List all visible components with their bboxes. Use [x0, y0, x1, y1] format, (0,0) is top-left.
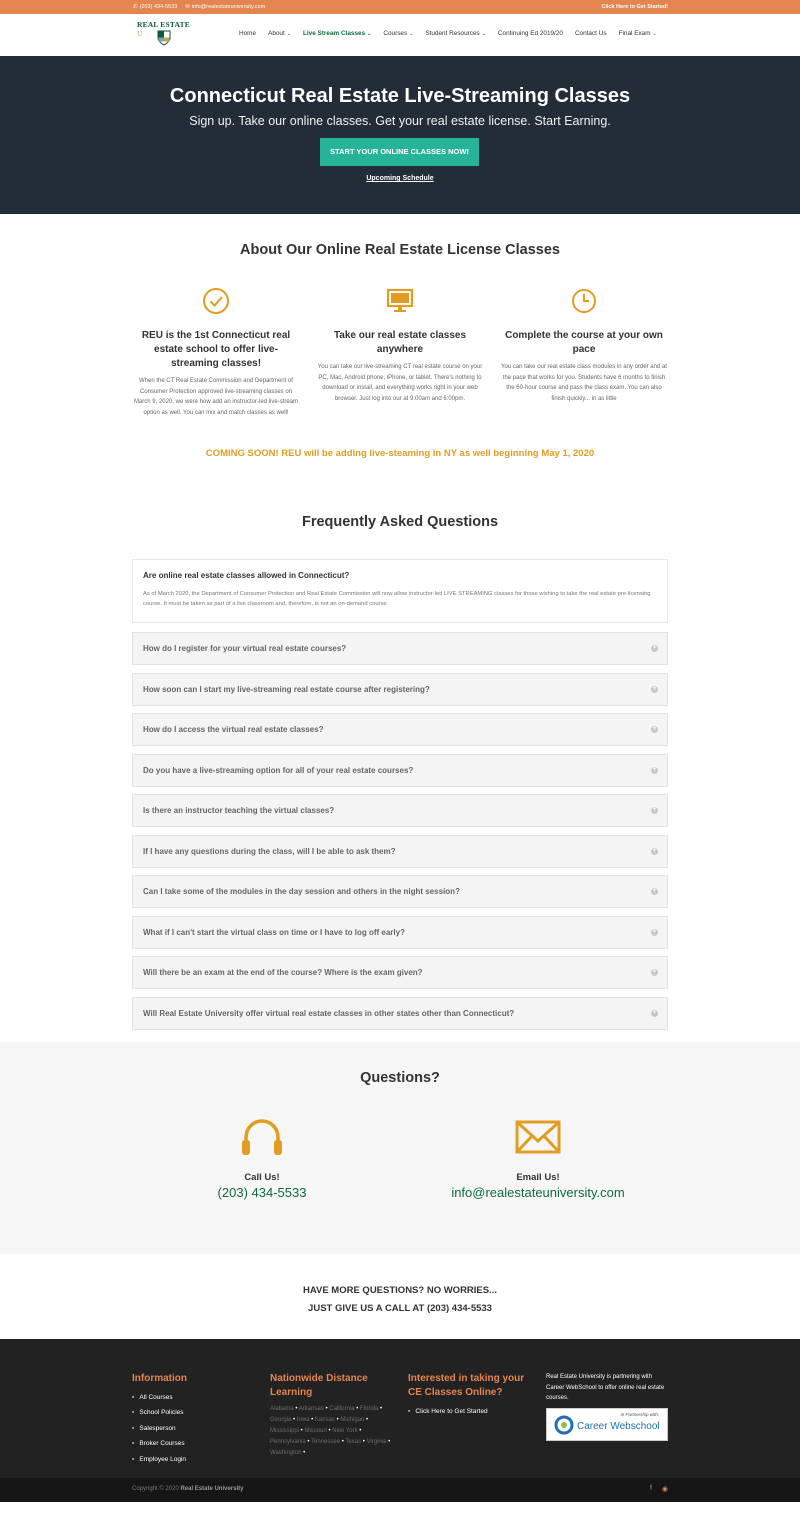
faq-item[interactable] [132, 835, 668, 868]
state-link[interactable]: Washington [270, 1450, 302, 1456]
partner-pre-text: In Partnership with: [620, 1411, 659, 1417]
monitor-icon [386, 287, 414, 315]
state-link[interactable]: Iowa [296, 1417, 310, 1423]
feature-text: You can take our live-streaming CT real estate course on your PC, Mac, Android phone, iPhone, or tablet. There's nothing to download or install, and everything works right in your web browser. Just log into our at 9:00am and 6:00pm. [317, 364, 483, 402]
expand-toggle-icon[interactable]: + [652, 1009, 657, 1016]
feature-live-streaming [132, 287, 300, 420]
site-header [0, 14, 800, 56]
faq-question: How do I register for your virtual real estate courses? [143, 644, 347, 653]
feature-text: When the CT Real Estate Commission and Department of Consumer Protection approved live-streaming classes on March 9, 2020, we were how add an instructor-led live-stream option as well. You can mix and match classes as well! [133, 378, 299, 416]
feature-anywhere [316, 287, 484, 406]
upcoming-schedule-link[interactable]: Upcoming Schedule [366, 175, 434, 182]
clock-icon [570, 287, 598, 315]
email-us-block [418, 1116, 658, 1200]
logo-text: REAL ESTATE U [137, 20, 190, 38]
copyright: Copyright © 2020 Real Estate University [132, 1486, 244, 1492]
social-links [650, 1485, 668, 1493]
faq-question: If I have any questions during the class, will I be able to ask them? [143, 846, 396, 856]
faq-question[interactable]: Are online real estate classes allowed in Connecticut? [143, 571, 350, 580]
chevron-down-icon: ⌄ [286, 31, 291, 37]
faq-item[interactable] [132, 632, 668, 665]
envelope-icon [515, 1116, 561, 1160]
expand-toggle-icon[interactable]: + [652, 807, 657, 813]
chevron-down-icon: ⌄ [481, 31, 486, 37]
faq-item[interactable] [132, 673, 668, 706]
state-link[interactable]: California [329, 1406, 355, 1412]
shield-logo-icon [157, 30, 171, 46]
footer-info-link[interactable]: ■ Broker Courses [132, 1436, 252, 1451]
main-nav [239, 30, 669, 37]
nav-item-label: Contact Us [574, 30, 607, 37]
chevron-down-icon: ⌄ [409, 31, 414, 37]
nav-item-about[interactable] [268, 30, 291, 37]
expand-toggle-icon[interactable]: + [652, 645, 657, 651]
state-link[interactable]: Alabama [270, 1406, 294, 1412]
rss-icon[interactable]: ◉ [661, 1486, 668, 1493]
faq-item[interactable] [132, 956, 668, 989]
footer-info-column [132, 1372, 252, 1467]
expand-toggle-icon[interactable]: + [652, 928, 657, 935]
faq-question: Will Real Estate University offer virtual real estate classes in other states other than Connecticut? [143, 1008, 515, 1018]
feature-heading: Complete the course at your own pace [505, 330, 663, 355]
email-us-address[interactable]: info@realestateuniversity.com [451, 1185, 625, 1200]
state-link[interactable]: Arkansas [298, 1406, 324, 1412]
faq-question: Do you have a live-streaming option for all of your real estate courses? [143, 765, 414, 775]
check-circle-icon [202, 287, 230, 315]
call-us-phone[interactable]: (203) 434-5533 [217, 1185, 307, 1200]
faq-item[interactable] [132, 875, 668, 908]
faq-item[interactable] [132, 997, 668, 1030]
partner-text: Real Estate University is partnering with Career WebSchool to offer online real estate courses. [546, 1374, 665, 1401]
feature-heading: Take our real estate classes anywhere [333, 330, 467, 355]
top-bar [0, 0, 800, 14]
email-us-label: Email Us! [516, 1172, 560, 1183]
state-link[interactable]: Tennessee [311, 1439, 341, 1445]
envelope-icon: ✉ [185, 4, 190, 10]
nav-item-continuing-ed-2019-20[interactable] [498, 30, 563, 37]
state-link[interactable]: Michigan [340, 1417, 365, 1423]
state-link[interactable]: Missouri [304, 1428, 327, 1434]
footer-nationwide-title: Nationwide Distance Learning [270, 1373, 368, 1398]
footer-ce-title: Interested in taking your CE Classes Online? [408, 1373, 525, 1398]
hero-subtitle: Sign up. Take our online classes. Get your real estate license. Start Earning. [189, 114, 611, 128]
faq-question: What if I can't start the virtual class on time or I have to log off early? [143, 927, 405, 937]
expand-toggle-icon[interactable]: + [652, 969, 657, 975]
coming-soon-notice: COMING SOON! REU will be adding live-steaming in NY as well beginning May 1, 2020 [205, 448, 595, 459]
footer-info-link[interactable]: ■ School Policies [132, 1405, 252, 1420]
chevron-down-icon: ⌄ [367, 31, 372, 37]
facebook-icon[interactable]: f [649, 1485, 652, 1492]
state-link[interactable]: Kansas [314, 1417, 335, 1423]
get-started-link[interactable]: Click Here to Get Started! [601, 4, 668, 10]
career-webschool-mark-icon [554, 1415, 574, 1435]
faq-title: Frequently Asked Questions [301, 514, 499, 530]
hero-title: Connecticut Real Estate Live-Streaming Classes [169, 85, 631, 107]
email-text: info@realestateuniversity.com [191, 4, 266, 10]
expand-toggle-icon[interactable]: + [652, 685, 657, 692]
hero-section [0, 56, 800, 214]
faq-question: How soon can I start my live-streaming real estate course after registering? [143, 684, 430, 694]
nav-item-student-resources[interactable] [425, 30, 486, 37]
nav-item-home[interactable] [239, 30, 256, 37]
site-logo[interactable] [137, 20, 193, 50]
phone-text: (203) 434-5533 [139, 4, 178, 10]
state-link[interactable]: Virginia [366, 1439, 387, 1445]
feature-own-pace [500, 287, 668, 406]
questions-title: Questions? [360, 1070, 440, 1086]
more-questions-line1: HAVE MORE QUESTIONS? NO WORRIES... [302, 1285, 498, 1296]
about-title: About Our Online Real Estate License Classes [240, 242, 560, 258]
headphones-icon [239, 1116, 285, 1160]
expand-toggle-icon[interactable]: + [652, 888, 657, 894]
phone-link[interactable] [133, 4, 177, 10]
footer-ce-link[interactable]: ■ Click Here to Get Started [408, 1404, 534, 1419]
chevron-down-icon: ⌄ [652, 31, 657, 37]
expand-toggle-icon[interactable]: + [652, 847, 657, 854]
nav-item-label: Courses [383, 30, 408, 37]
state-link[interactable]: New York [332, 1428, 358, 1434]
footer-ce-column [408, 1372, 534, 1419]
faq-question: How do I access the virtual real estate classes? [143, 725, 324, 734]
nav-item-final-exam[interactable] [619, 30, 657, 37]
footer-info-links [132, 1390, 252, 1467]
email-link[interactable] [185, 4, 265, 10]
start-classes-button[interactable]: START YOUR ONLINE CLASSES NOW! [320, 138, 479, 166]
faq-item[interactable] [132, 794, 668, 827]
nav-item-label: Continuing Ed 2019/20 [497, 30, 563, 37]
footer-partner-column [546, 1372, 668, 1441]
site-footer [0, 1339, 800, 1478]
faq-item-open[interactable] [132, 559, 668, 623]
feature-heading: REU is the 1st Connecticut real estate school to offer live-streaming classes! [141, 330, 291, 369]
state-link[interactable]: Pennsylvania [270, 1439, 306, 1445]
state-link[interactable]: Texas [345, 1439, 362, 1445]
nav-item-contact-us[interactable] [575, 30, 607, 37]
partner-name: Career Webschool [577, 1420, 660, 1432]
faq-item[interactable] [132, 916, 668, 949]
footer-info-link[interactable]: ■ Salesperson [132, 1421, 252, 1436]
nav-item-label: Home [239, 30, 257, 37]
career-webschool-logo[interactable] [546, 1408, 668, 1441]
faq-item[interactable] [132, 754, 668, 787]
state-link[interactable]: Florida [360, 1406, 379, 1412]
footer-nationwide-column [270, 1372, 396, 1459]
nav-item-live-stream-classes[interactable] [303, 30, 371, 37]
call-us-label: Call Us! [244, 1172, 280, 1183]
feature-text: You can take our real estate class modules in any order and at the pace that works for you. Students have 6 months to finish the 60-hour course and pass the class exam. You can also finish quickly... in as little [501, 364, 667, 402]
state-link[interactable]: Georgia [270, 1417, 292, 1423]
call-us-block [142, 1116, 382, 1200]
nav-item-courses[interactable] [383, 30, 413, 37]
nav-item-label: Live Stream Classes [302, 30, 366, 37]
top-bar-contact [133, 4, 265, 10]
faq-question: Will there be an exam at the end of the course? Where is the exam given? [143, 968, 423, 977]
phone-icon: ✆ [133, 4, 138, 10]
footer-state-links: Alabama • Arkansas • California • Florida • Georgia • Iowa • Kansas • Michigan • Mississippi • Missouri • New York • Pennsylvania • Tennessee • Texas • Virginia • Washington • [270, 1406, 391, 1456]
footer-ce-links [408, 1404, 534, 1419]
more-questions-line2: JUST GIVE US A CALL AT (203) 434-5533 [308, 1303, 492, 1314]
footer-bottom-bar [0, 1478, 800, 1502]
faq-item[interactable] [132, 713, 668, 746]
state-link[interactable]: Mississippi [270, 1428, 300, 1434]
faq-question: Can I take some of the modules in the day session and others in the night session? [143, 887, 460, 896]
faq-question: Is there an instructor teaching the virtual classes? [143, 806, 335, 815]
expand-toggle-icon[interactable]: + [652, 726, 657, 732]
nav-item-label: Final Exam [618, 30, 651, 37]
expand-toggle-icon[interactable]: + [652, 766, 657, 773]
footer-info-link[interactable]: ■ Employee Login [132, 1452, 252, 1467]
faq-answer: As of March 2020, the Department of Consumer Protection and Real Estate Commission will now allow instructor-led LIVE STREAMING classes for those wishing to take the real estate pre-licensing course. It must be taken as part of a live classroom and, therefore, is not an on-demand course. [143, 591, 651, 607]
questions-section [0, 1042, 800, 1254]
footer-info-link[interactable]: ■ All Courses [132, 1390, 252, 1405]
nav-item-label: About [268, 30, 285, 37]
nav-item-label: Student Resources [425, 30, 480, 37]
more-questions-banner [0, 1282, 800, 1318]
footer-info-title: Information [132, 1373, 187, 1384]
